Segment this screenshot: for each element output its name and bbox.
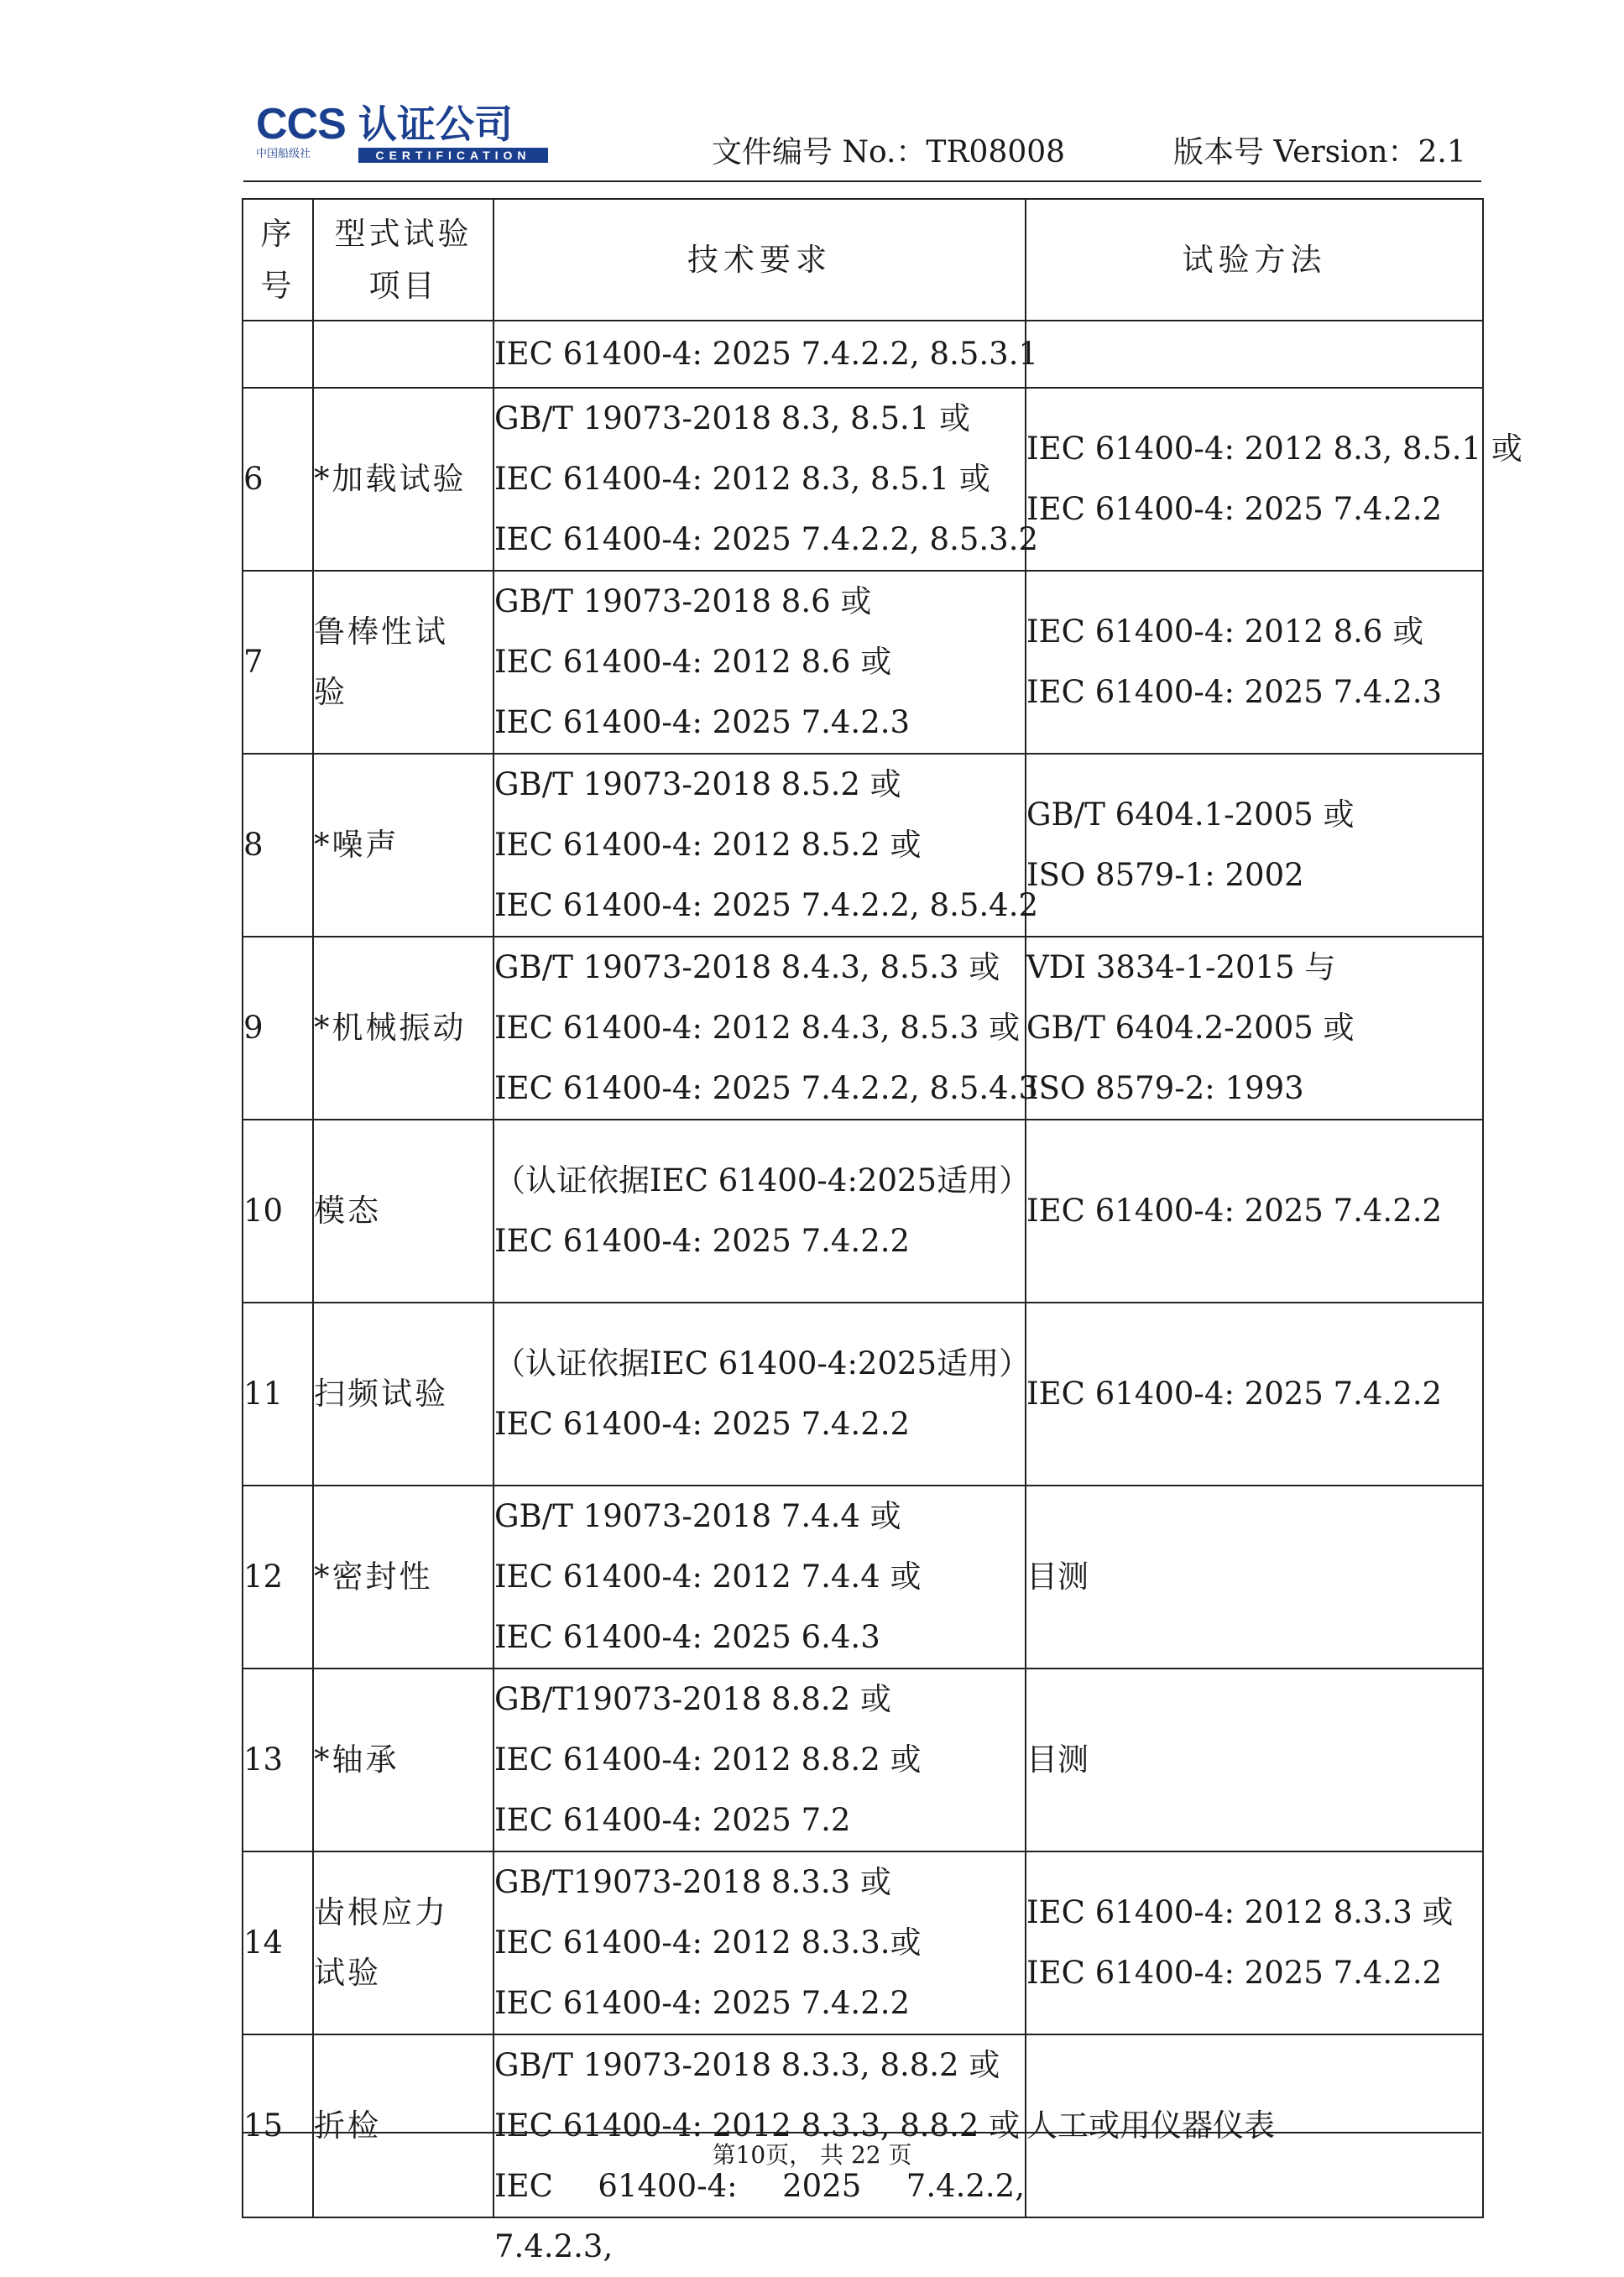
item-line: *机械振动 bbox=[314, 1010, 467, 1046]
requirement-cell: IEC 61400-4: 2025 7.4.2.2, 8.5.3.1 bbox=[493, 321, 1026, 388]
requirement-line: GB/T19073-2018 8.8.2 或 bbox=[494, 1681, 891, 1717]
item-line: 模态 bbox=[314, 1193, 381, 1229]
item-line: 扫频试验 bbox=[314, 1376, 448, 1412]
requirement-line: IEC 61400-4: 2025 7.4.2.3 bbox=[494, 704, 911, 740]
method-line: IEC 61400-4: 2025 7.4.2.2 bbox=[1026, 1955, 1443, 1991]
requirement-line: GB/T 19073-2018 8.5.2 或 bbox=[494, 766, 901, 802]
requirement-line: IEC 61400-4: 2012 8.3, 8.5.1 或 bbox=[494, 461, 990, 497]
method-line: IEC 61400-4: 2025 7.4.2.3 bbox=[1026, 674, 1443, 710]
requirement-line: IEC 61400-4: 2025 7.2 bbox=[494, 1802, 851, 1838]
table-row bbox=[243, 937, 1483, 1120]
requirement-line: （认证依据IEC 61400-4:2025适用） bbox=[494, 1162, 1031, 1199]
requirement-cell bbox=[493, 388, 1039, 571]
requirement-line: IEC 61400-4: 2025 7.4.2.2, 8.5.4.2 bbox=[494, 887, 1039, 923]
table-row bbox=[243, 1486, 1483, 1669]
header-item-line: 型式试验 bbox=[334, 215, 473, 252]
method-line: IEC 61400-4: 2012 8.3, 8.5.1 或 bbox=[1026, 431, 1522, 467]
type-test-table bbox=[242, 198, 1522, 2264]
seq-cell bbox=[243, 321, 313, 388]
requirement-cell bbox=[493, 1851, 1026, 2034]
requirement-line: GB/T 19073-2018 8.3.3, 8.8.2 或 bbox=[494, 2047, 1000, 2083]
logo-subtitle: 中国船级社 bbox=[256, 148, 311, 160]
table-row bbox=[243, 1669, 1483, 1851]
requirement-line: IEC 61400-4: 2025 7.4.2.2, 7.4.2.3, bbox=[494, 2168, 1025, 2264]
seq-cell: 8 bbox=[243, 754, 313, 937]
version-number: 版本号 Version：2.1 bbox=[1173, 135, 1466, 170]
item-cell bbox=[313, 321, 493, 388]
item-line: 折检 bbox=[314, 2107, 381, 2144]
method-line: IEC 61400-4: 2025 7.4.2.2 bbox=[1026, 1193, 1443, 1229]
seq-cell: 6 bbox=[243, 388, 313, 571]
method-line: 人工或用仪器仪表 bbox=[1026, 2107, 1275, 2144]
requirement-cell bbox=[493, 1486, 1026, 1669]
item-cell bbox=[313, 1303, 493, 1486]
logo-english: CERTIFICATION bbox=[358, 148, 548, 163]
requirement-line: GB/T 19073-2018 8.3, 8.5.1 或 bbox=[494, 400, 971, 436]
item-cell bbox=[313, 571, 493, 754]
requirement-cell bbox=[493, 1669, 1026, 1851]
requirement-line: IEC 61400-4: 2012 8.3.3.或 bbox=[494, 1924, 922, 1961]
logo-name: 认证公司 bbox=[358, 102, 513, 147]
item-cell bbox=[313, 937, 493, 1120]
item-cell bbox=[313, 1669, 493, 1851]
logo-mark: CCS bbox=[256, 100, 346, 149]
header-seq-line: 号 bbox=[260, 267, 295, 304]
method-cell bbox=[1026, 321, 1483, 388]
method-cell bbox=[1026, 388, 1522, 571]
header-item-line: 项目 bbox=[368, 267, 438, 304]
item-cell bbox=[313, 1120, 493, 1303]
item-cell bbox=[313, 2034, 493, 2217]
item-cell bbox=[313, 1851, 493, 2034]
method-line: GB/T 6404.1-2005 或 bbox=[1026, 796, 1355, 833]
table-row bbox=[243, 1120, 1483, 1303]
method-cell bbox=[1026, 571, 1483, 754]
document-number: 文件编号 No.：TR08008 bbox=[712, 135, 1066, 170]
requirement-cell bbox=[493, 1303, 1031, 1486]
method-cell bbox=[1026, 1669, 1483, 1851]
requirement-line: IEC 61400-4: 2025 7.4.2.2 bbox=[494, 1223, 911, 1259]
method-line: IEC 61400-4: 2012 8.6 或 bbox=[1026, 614, 1424, 650]
method-line: ISO 8579-2: 1993 bbox=[1026, 1070, 1304, 1106]
item-line: 验 bbox=[314, 674, 347, 710]
footer-divider bbox=[243, 2132, 1481, 2133]
requirement-cell bbox=[493, 571, 1026, 754]
item-cell bbox=[313, 388, 493, 571]
header-seq-line: 序 bbox=[260, 215, 295, 252]
table-row bbox=[243, 2034, 1483, 2217]
table-row bbox=[243, 754, 1483, 937]
requirement-line: GB/T 19073-2018 8.4.3, 8.5.3 或 bbox=[494, 949, 1000, 985]
item-cell bbox=[313, 1486, 493, 1669]
item-line: *噪声 bbox=[314, 827, 399, 863]
requirement-line: IEC 61400-4: 2012 8.6 或 bbox=[494, 644, 892, 680]
table-row bbox=[243, 571, 1483, 754]
method-line: GB/T 6404.2-2005 或 bbox=[1026, 1010, 1355, 1046]
seq-cell: 11 bbox=[243, 1303, 313, 1486]
method-line: ISO 8579-1: 2002 bbox=[1026, 857, 1304, 893]
seq-cell: 13 bbox=[243, 1669, 313, 1851]
seq-cell: 7 bbox=[243, 571, 313, 754]
method-line: IEC 61400-4: 2025 7.4.2.2 bbox=[1026, 1376, 1443, 1412]
method-cell bbox=[1026, 1120, 1483, 1303]
requirement-line: （认证依据IEC 61400-4:2025适用） bbox=[494, 1345, 1031, 1381]
method-line: IEC 61400-4: 2025 7.4.2.2 bbox=[1026, 491, 1443, 527]
requirement-line: GB/T19073-2018 8.3.3 或 bbox=[494, 1864, 891, 1900]
requirement-line: GB/T 19073-2018 7.4.4 或 bbox=[494, 1498, 901, 1534]
requirement-line: IEC 61400-4: 2012 8.5.2 或 bbox=[494, 827, 922, 863]
header-requirement: 技术要求 bbox=[493, 199, 1026, 321]
requirement-cell bbox=[493, 1120, 1031, 1303]
method-cell bbox=[1026, 2034, 1483, 2217]
requirement-line: IEC 61400-4: 2012 7.4.4 或 bbox=[494, 1559, 922, 1595]
item-line: *轴承 bbox=[314, 1742, 399, 1778]
table-row bbox=[243, 388, 1483, 571]
method-line: VDI 3834-1-2015 与 bbox=[1026, 949, 1336, 985]
requirement-line: IEC 61400-4: 2012 8.3.3, 8.8.2 或 bbox=[494, 2107, 1021, 2144]
requirement-line: IEC 61400-4: 2025 7.4.2.2, 8.5.4.3 bbox=[494, 1070, 1039, 1106]
requirement-line: GB/T 19073-2018 8.6 或 bbox=[494, 583, 872, 619]
requirement-cell bbox=[493, 937, 1039, 1120]
method-line: IEC 61400-4: 2012 8.3.3 或 bbox=[1026, 1894, 1454, 1930]
method-cell bbox=[1026, 754, 1483, 937]
method-line: 目测 bbox=[1026, 1742, 1089, 1778]
requirement-cell bbox=[493, 754, 1039, 937]
item-line: 鲁棒性试 bbox=[314, 614, 448, 650]
seq-cell: 12 bbox=[243, 1486, 313, 1669]
company-logo bbox=[256, 102, 551, 163]
table-row bbox=[243, 1851, 1483, 2034]
requirement-line: IEC 61400-4: 2025 7.4.2.2 bbox=[494, 1406, 911, 1442]
seq-cell: 15 bbox=[243, 2034, 313, 2217]
method-cell bbox=[1026, 1303, 1483, 1486]
header-item bbox=[313, 199, 493, 321]
requirement-line: IEC 61400-4: 2025 7.4.2.2 bbox=[494, 1985, 911, 2021]
method-cell bbox=[1026, 1486, 1483, 1669]
requirement-line: IEC 61400-4: 2012 8.8.2 或 bbox=[494, 1742, 922, 1778]
header-divider bbox=[243, 180, 1481, 182]
header-method: 试验方法 bbox=[1026, 199, 1483, 321]
requirement-line: IEC 61400-4: 2025 7.4.2.2, 8.5.3.2 bbox=[494, 521, 1039, 557]
seq-cell: 9 bbox=[243, 937, 313, 1120]
item-line: *密封性 bbox=[314, 1559, 433, 1595]
requirement-cell bbox=[493, 2034, 1026, 2264]
method-line: 目测 bbox=[1026, 1559, 1089, 1595]
seq-cell: 14 bbox=[243, 1851, 313, 2034]
item-cell bbox=[313, 754, 493, 937]
requirement-line: IEC 61400-4: 2012 8.4.3, 8.5.3 或 bbox=[494, 1010, 1021, 1046]
page-number: 第10页， 共 22 页 bbox=[712, 2141, 912, 2169]
seq-cell: 10 bbox=[243, 1120, 313, 1303]
header-seq bbox=[243, 199, 313, 321]
table-row bbox=[243, 1303, 1483, 1486]
item-line: *加载试验 bbox=[314, 461, 467, 497]
item-line: 齿根应力 bbox=[314, 1894, 448, 1930]
method-cell bbox=[1026, 937, 1483, 1120]
method-cell bbox=[1026, 1851, 1483, 2034]
requirement-line: IEC 61400-4: 2025 6.4.3 bbox=[494, 1619, 880, 1655]
table-row bbox=[243, 321, 1483, 388]
item-line: 试验 bbox=[314, 1955, 381, 1991]
table-header-row bbox=[243, 199, 1483, 321]
